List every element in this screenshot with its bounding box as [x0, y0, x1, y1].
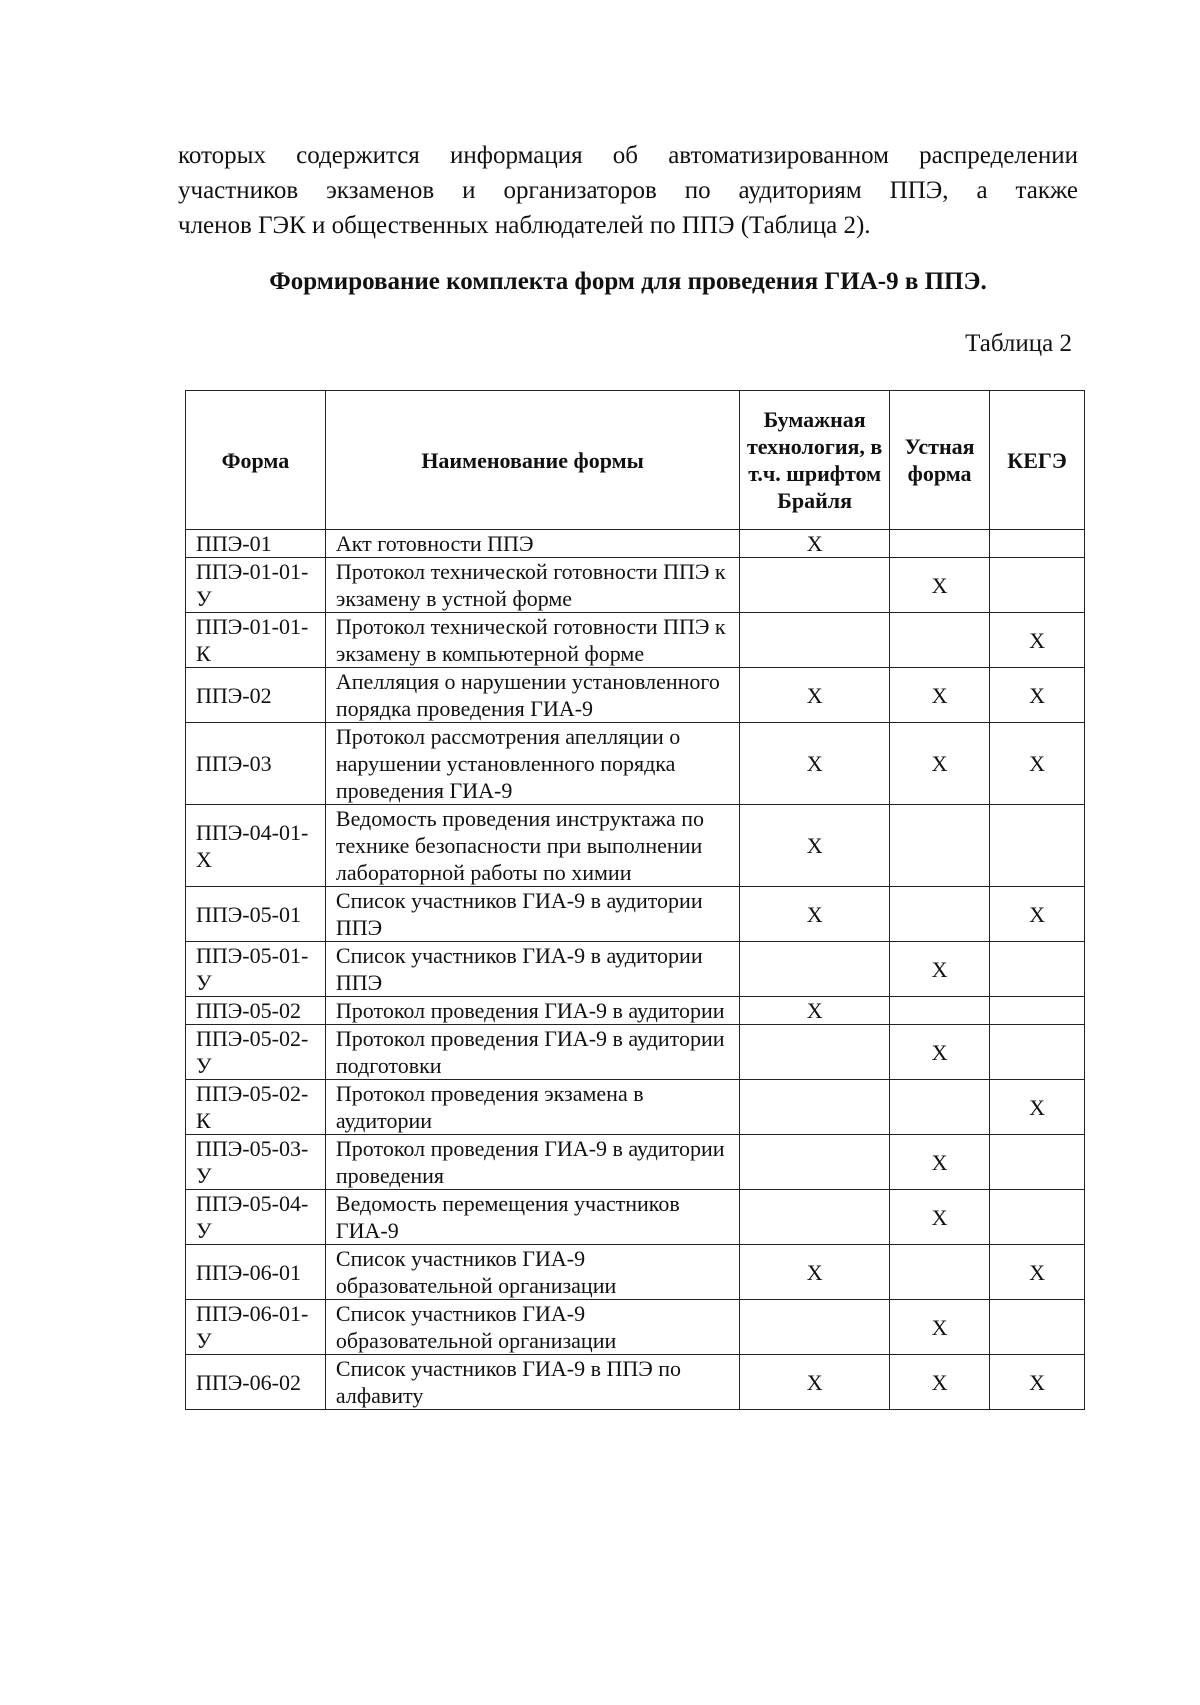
form-name-cell: Список участников ГИА-9 в аудитории ППЭ — [325, 887, 739, 942]
form-code-cell: ППЭ-05-03-У — [186, 1135, 326, 1190]
header-name: Наименование формы — [325, 391, 739, 530]
form-name-cell: Протокол проведения экзамена в аудитории — [325, 1080, 739, 1135]
oral-mark-cell — [890, 613, 990, 668]
table-row — [186, 1300, 1085, 1355]
table-row — [186, 942, 1085, 997]
table-row — [186, 1190, 1085, 1245]
paper-mark-cell — [740, 613, 890, 668]
kege-mark-cell — [990, 1025, 1085, 1080]
forms-table — [185, 390, 1085, 1410]
kege-mark-cell: Х — [990, 613, 1085, 668]
table-row — [186, 997, 1085, 1025]
oral-mark-cell: Х — [890, 1135, 990, 1190]
table-row — [186, 668, 1085, 723]
table-row — [186, 1135, 1085, 1190]
form-code-cell: ППЭ-01-01-К — [186, 613, 326, 668]
kege-mark-cell — [990, 530, 1085, 558]
oral-mark-cell — [890, 805, 990, 887]
paper-mark-cell: Х — [740, 805, 890, 887]
form-code-cell: ППЭ-05-04-У — [186, 1190, 326, 1245]
form-name-cell: Протокол технической готовности ППЭ к экзамену в компьютерной форме — [325, 613, 739, 668]
oral-mark-cell — [890, 887, 990, 942]
form-name-cell: Список участников ГИА-9 образовательной организации — [325, 1300, 739, 1355]
paper-mark-cell: Х — [740, 1355, 890, 1410]
form-name-cell: Протокол технической готовности ППЭ к экзамену в устной форме — [325, 558, 739, 613]
table-row — [186, 558, 1085, 613]
oral-mark-cell — [890, 1245, 990, 1300]
kege-mark-cell — [990, 1190, 1085, 1245]
table-row — [186, 887, 1085, 942]
header-oral: Устная форма — [890, 391, 990, 530]
paper-mark-cell — [740, 1135, 890, 1190]
kege-mark-cell: Х — [990, 887, 1085, 942]
form-name-cell: Список участников ГИА-9 образовательной организации — [325, 1245, 739, 1300]
oral-mark-cell — [890, 530, 990, 558]
oral-mark-cell — [890, 997, 990, 1025]
paper-mark-cell — [740, 1190, 890, 1245]
kege-mark-cell: Х — [990, 668, 1085, 723]
form-name-cell: Протокол проведения ГИА-9 в аудитории — [325, 997, 739, 1025]
intro-line: которых содержится информация об автоматизированном распределении — [178, 142, 1078, 169]
form-name-cell: Список участников ГИА-9 в аудитории ППЭ — [325, 942, 739, 997]
form-code-cell: ППЭ-04-01-Х — [186, 805, 326, 887]
oral-mark-cell: Х — [890, 1355, 990, 1410]
form-name-cell: Протокол рассмотрения апелляции о нарушении установленного порядка проведения ГИА-9 — [325, 723, 739, 805]
paper-mark-cell — [740, 1300, 890, 1355]
table-row — [186, 1355, 1085, 1410]
form-code-cell: ППЭ-06-01 — [186, 1245, 326, 1300]
form-name-cell: Ведомость перемещения участников ГИА-9 — [325, 1190, 739, 1245]
form-code-cell: ППЭ-05-01 — [186, 887, 326, 942]
form-name-cell: Акт готовности ППЭ — [325, 530, 739, 558]
form-name-cell: Список участников ГИА-9 в ППЭ по алфавиту — [325, 1355, 739, 1410]
paper-mark-cell: Х — [740, 997, 890, 1025]
paper-mark-cell — [740, 558, 890, 613]
table-row — [186, 805, 1085, 887]
form-code-cell: ППЭ-03 — [186, 723, 326, 805]
paper-mark-cell — [740, 942, 890, 997]
oral-mark-cell: Х — [890, 1190, 990, 1245]
paper-mark-cell — [740, 1025, 890, 1080]
oral-mark-cell: Х — [890, 668, 990, 723]
table-row — [186, 1025, 1085, 1080]
oral-mark-cell: Х — [890, 558, 990, 613]
table-row — [186, 723, 1085, 805]
paper-mark-cell: Х — [740, 530, 890, 558]
header-kege: КЕГЭ — [990, 391, 1085, 530]
kege-mark-cell — [990, 1300, 1085, 1355]
kege-mark-cell — [990, 997, 1085, 1025]
paper-mark-cell: Х — [740, 887, 890, 942]
form-code-cell: ППЭ-01-01-У — [186, 558, 326, 613]
form-name-cell: Протокол проведения ГИА-9 в аудитории проведения — [325, 1135, 739, 1190]
table-row — [186, 613, 1085, 668]
header-paper: Бумажная технология, в т.ч. шрифтом Брайля — [740, 391, 890, 530]
kege-mark-cell — [990, 805, 1085, 887]
intro-line: членов ГЭК и общественных наблюдателей по ППЭ (Таблица 2). — [178, 212, 871, 239]
oral-mark-cell: Х — [890, 1300, 990, 1355]
kege-mark-cell: Х — [990, 1355, 1085, 1410]
section-title: Формирование комплекта форм для проведения ГИА-9 в ППЭ. — [269, 268, 987, 295]
paper-mark-cell: Х — [740, 723, 890, 805]
form-code-cell: ППЭ-05-01-У — [186, 942, 326, 997]
table-row — [186, 1080, 1085, 1135]
form-code-cell: ППЭ-01 — [186, 530, 326, 558]
kege-mark-cell: Х — [990, 723, 1085, 805]
table-label: Таблица 2 — [965, 330, 1072, 357]
kege-mark-cell — [990, 1135, 1085, 1190]
form-code-cell: ППЭ-06-02 — [186, 1355, 326, 1410]
oral-mark-cell: Х — [890, 942, 990, 997]
oral-mark-cell: Х — [890, 723, 990, 805]
intro-paragraph — [178, 138, 1078, 243]
table-row — [186, 530, 1085, 558]
oral-mark-cell — [890, 1080, 990, 1135]
intro-line: участников экзаменов и организаторов по аудиториям ППЭ, а также — [178, 177, 1078, 204]
kege-mark-cell — [990, 942, 1085, 997]
form-code-cell: ППЭ-05-02 — [186, 997, 326, 1025]
oral-mark-cell: Х — [890, 1025, 990, 1080]
table-body — [186, 530, 1085, 1410]
table-row — [186, 1245, 1085, 1300]
form-name-cell: Апелляция о нарушении установленного порядка проведения ГИА-9 — [325, 668, 739, 723]
form-code-cell: ППЭ-05-02-У — [186, 1025, 326, 1080]
table-header-row — [186, 391, 1085, 530]
form-code-cell: ППЭ-02 — [186, 668, 326, 723]
form-code-cell: ППЭ-05-02-К — [186, 1080, 326, 1135]
paper-mark-cell: Х — [740, 1245, 890, 1300]
paper-mark-cell: Х — [740, 668, 890, 723]
paper-mark-cell — [740, 1080, 890, 1135]
form-name-cell: Ведомость проведения инструктажа по технике безопасности при выполнении лабораторной работы по химии — [325, 805, 739, 887]
kege-mark-cell: Х — [990, 1245, 1085, 1300]
header-form: Форма — [186, 391, 326, 530]
kege-mark-cell: Х — [990, 1080, 1085, 1135]
form-name-cell: Протокол проведения ГИА-9 в аудитории подготовки — [325, 1025, 739, 1080]
kege-mark-cell — [990, 558, 1085, 613]
form-code-cell: ППЭ-06-01-У — [186, 1300, 326, 1355]
